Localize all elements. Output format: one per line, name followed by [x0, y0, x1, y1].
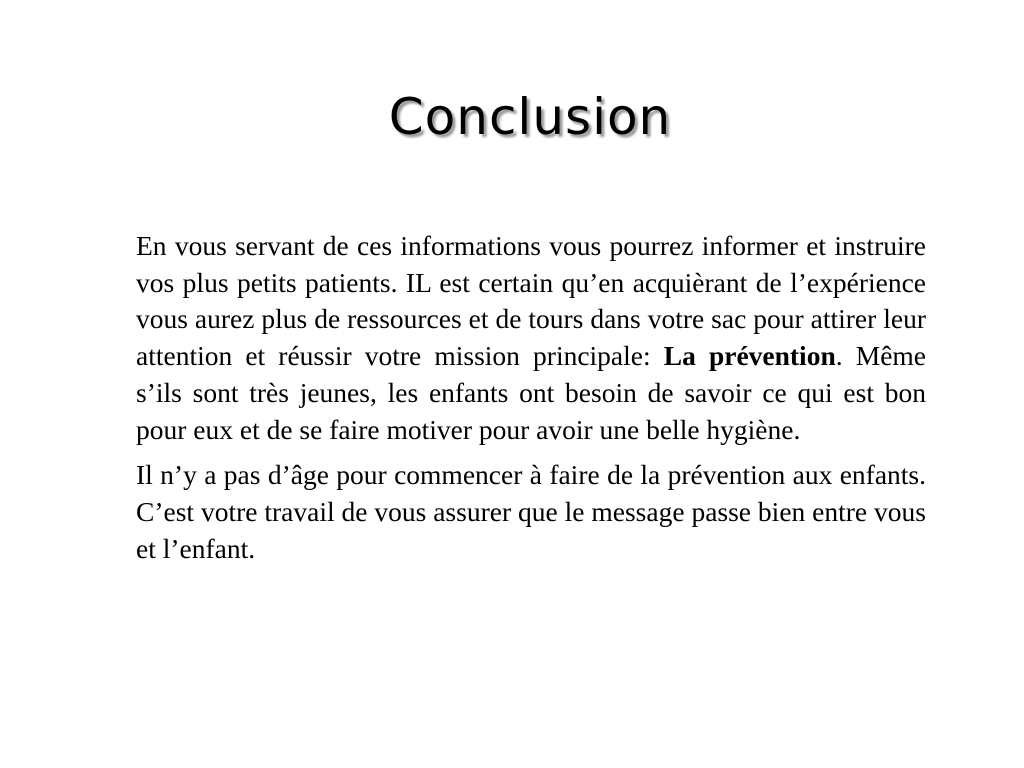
paragraph-1-text-start: En vous servant de ces informations vous pourrez informer et instruire vos plus petits patients. IL est certain qu’en acquièrant de l’expérience vous aurez plus de ressources et de tours dans votre sac pour attirer leur attention et réussir votre mission principale: [136, 230, 926, 372]
paragraph-2: Il n’y a pas d’âge pour commencer à faire de la prévention aux enfants. C’est votre travail de vous assurer que le message passe bien entre vous et l’enfant. [136, 459, 926, 564]
slide-title: Conclusion [388, 88, 672, 146]
paragraph-1-text-end: . Même s’ils sont très jeunes, les enfants ont besoin de savoir ce qui est bon pour eux et de se faire motiver pour avoir une belle hygiène. [136, 340, 926, 445]
paragraph-1-bold-phrase: La prévention [663, 340, 836, 372]
slide-body [136, 228, 926, 576]
paragraph-1 [136, 228, 926, 448]
